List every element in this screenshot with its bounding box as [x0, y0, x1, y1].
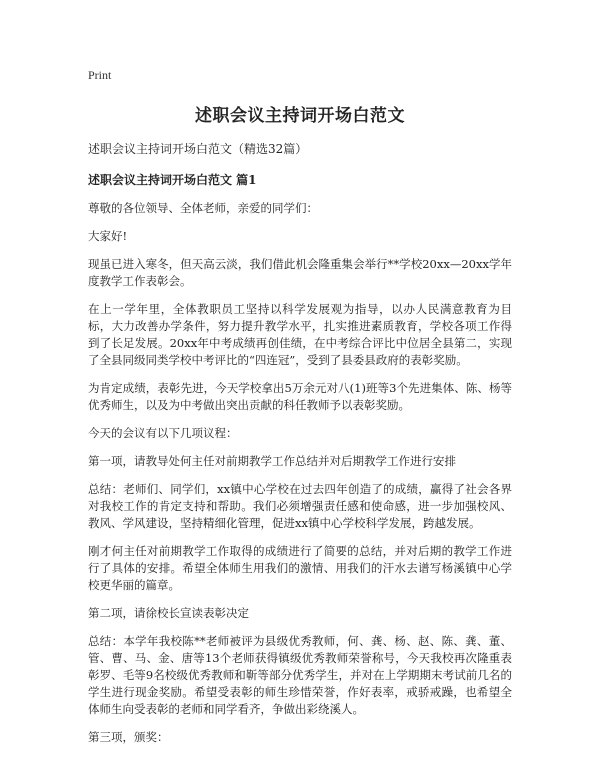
paragraph-greeting: 尊敬的各位领导、全体老师，亲爱的同学们：	[88, 201, 318, 215]
paragraph-commendation: 为肯定成绩，表彰先进，今天学校拿出5万余元对八(1)班等3个先进集体、陈、杨等优秀师生，以及为中考做出突出贡献的科任教师予以表彰奖励。	[88, 381, 512, 412]
section-heading: 述职会议主持词开场白范文 篇1	[88, 173, 257, 187]
paragraph-achievements: 在上一学年里，全体教职员工坚持以科学发展观为指导，以办人民满意教育为目标，大力改善办学条件，努力提升教学水平，扎实推进素质教育，学校各项工作得到了长足发展。20xx年中考成绩再创佳绩，在中考综合评比中位居全县第二，实现了全县同级同类学校中考评比的“四连冠”，受到了县委县政府的表彰奖励。	[88, 302, 512, 367]
paragraph-intro: 现虽已进入寒冬，但天高云淡，我们借此机会隆重集会举行**学校20xx—20xx学年度教学工作表彰会。	[88, 257, 512, 288]
paragraph-agenda-item-1: 第一项，请教导处何主任对前期教学工作总结并对后期教学工作进行安排	[88, 454, 456, 468]
paragraph-agenda-intro: 今天的会议有以下几项议程：	[88, 426, 238, 440]
paragraph-summary-2: 刚才何主任对前期教学工作取得的成绩进行了简要的总结，并对后期的教学工作进行了具体的安排。希望全体师生用我们的激情、用我们的汗水去谱写杨溪镇中心学校更华丽的篇章。	[88, 544, 512, 592]
paragraph-summary-3: 总结：本学年我校陈**老师被评为县级优秀教师，何、龚、杨、赵、陈、龚、董、管、曹、马、金、唐等13个老师获得镇级优秀教师荣誉称号，今天我校再次隆重表彰罗、毛等9名校级优秀教师和靳等部分优秀学生，并对在上学期期末考试前几名的学生进行现金奖励。希望受表彰的师生珍惜荣誉，作好表率，戒骄戒躁，也希望全体师生向受表彰的老师和同学看齐，争做出彩绕溪人。	[88, 634, 512, 716]
document-subtitle: 述职会议主持词开场白范文（精选32篇）	[88, 142, 308, 156]
paragraph-summary-1: 总结：老师们、同学们，xx镇中心学校在过去四年创造了的成绩，赢得了社会各界对我校工作的肯定支持和帮助。我们必须增强责任感和使命感，进一步加强校风、教风、学风建设，坚持精细化管理，促进xx镇中心学校科学发展，跨越发展。	[88, 482, 512, 530]
paragraph-hello: 大家好!	[88, 229, 128, 243]
paragraph-agenda-item-3: 第三项，颁奖：	[88, 730, 169, 744]
paragraph-agenda-item-2: 第二项，请徐校长宣读表彰决定	[88, 606, 249, 620]
document-title: 述职会议主持词开场白范文	[195, 106, 405, 126]
print-label[interactable]: Print	[88, 68, 112, 82]
